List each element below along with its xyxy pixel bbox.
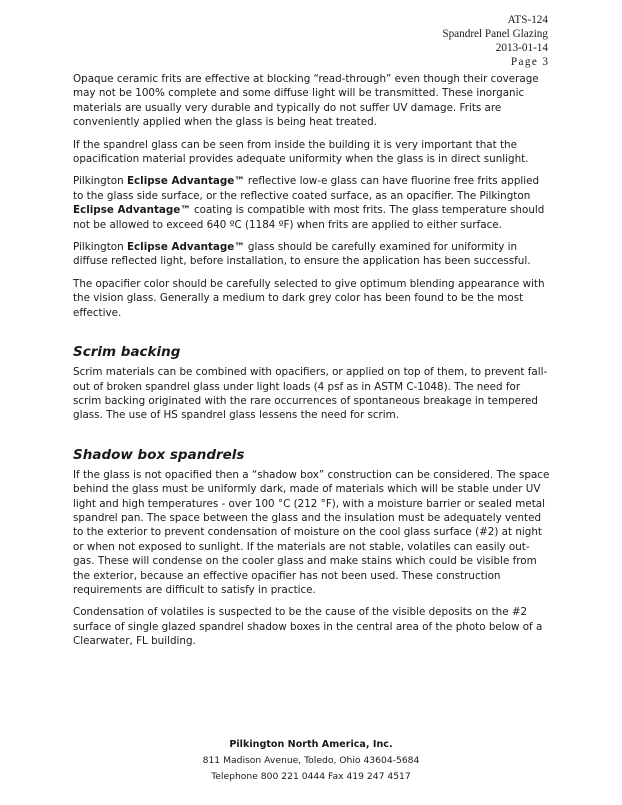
paragraph-uniformity: If the spandrel glass can be seen from inside the building it is very important that the opacification material provides adequate uniformity when the glass is in direct sunlight.	[73, 138, 529, 166]
document-date: 2013-01-14	[495, 42, 548, 54]
page-header	[442, 13, 548, 69]
document-number: ATS-124	[507, 14, 548, 26]
text-run: coating is compatible with most frits. The glass temperature should not be allowed to exceed 640 ºC (1184 ºF) when frits are applied to either surface.	[73, 204, 545, 231]
paragraph-opacifier-color: The opacifier color should be carefully selected to give optimum blending appearance with the vision glass. Generally a medium to dark grey color has been found to be the most effective.	[73, 277, 545, 319]
heading-scrim-backing: Scrim backing	[73, 344, 181, 361]
paragraph-eclipse-frits	[73, 174, 551, 232]
text-run: glass should be carefully examined for uniformity in diffuse reflected light, before installation, to ensure the application has been successful.	[73, 241, 531, 268]
page-number: 3	[542, 56, 548, 68]
product-name: Eclipse Advantage™	[126, 241, 245, 254]
paragraph-condensation: Condensation of volatiles is suspected to be the cause of the visible deposits on the #2 surface of single glazed spandrel shadow boxes in the central area of the photo below of a Clearwater, FL building.	[73, 606, 543, 648]
heading-shadow-box: Shadow box spandrels	[73, 446, 245, 463]
document-title: Spandrel Panel Glazing	[442, 28, 548, 40]
footer-address: 811 Madison Avenue, Toledo, Ohio 43604-5684	[202, 755, 420, 766]
text-run: reflective low-e glass can have fluorine free frits applied to the glass side surface, or the reflective coated surface, as an opacifier. The Pilkington	[73, 175, 540, 202]
footer-company: Pilkington North America, Inc.	[229, 739, 393, 750]
product-name: Eclipse Advantage™	[126, 175, 245, 188]
document-body	[73, 72, 551, 657]
product-name: Eclipse Advantage™	[73, 204, 191, 217]
paragraph-eclipse-examine	[73, 240, 551, 269]
paragraph-shadow-box: If the glass is not opacified then a “shadow box” construction can be considered. The space behind the glass must be uniformly dark, made of materials which will be stable under UV light and high temperatures - over 100 °C (212 °F), with a moisture barrier or sealed metal spandrel pan. The space between the glass and the insulation must be adequately vented to the exterior to prevent condensation of moisture on the cool glass surface (#2) at night or when not exposed to sunlight. If the materials are not stable, volatiles can easily out-gas. These will condense on the cooler glass and make stains which could be visible from the exterior, because an effective opacifier has not been used. These construction requirements are difficult to satisfy in practice.	[73, 468, 550, 596]
paragraph-scrim: Scrim materials can be combined with opacifiers, or applied on top of them, to prevent fall-out of broken spandrel glass under light loads (4 psf as in ASTM C-1048). The need for scrim backing originated with the rare occurrences of spontaneous breakage in tempered glass. The use of HS spandrel glass lessens the need for scrim.	[73, 366, 548, 422]
text-run: Pilkington	[73, 241, 127, 254]
page-label: Page	[510, 56, 539, 68]
page-indicator	[442, 55, 548, 69]
page-footer	[0, 737, 622, 785]
paragraph-frits: Opaque ceramic frits are effective at blocking “read-through” even though their coverage may not be 100% complete and some diffuse light will be transmitted. These inorganic materials are usually very durable and typically do not suffer UV damage. Frits are conveniently applied when the glass is being heat treated.	[73, 73, 539, 129]
footer-phone: Telephone 800 221 0444 Fax 419 247 4517	[211, 771, 411, 782]
text-run: Pilkington	[73, 175, 127, 188]
